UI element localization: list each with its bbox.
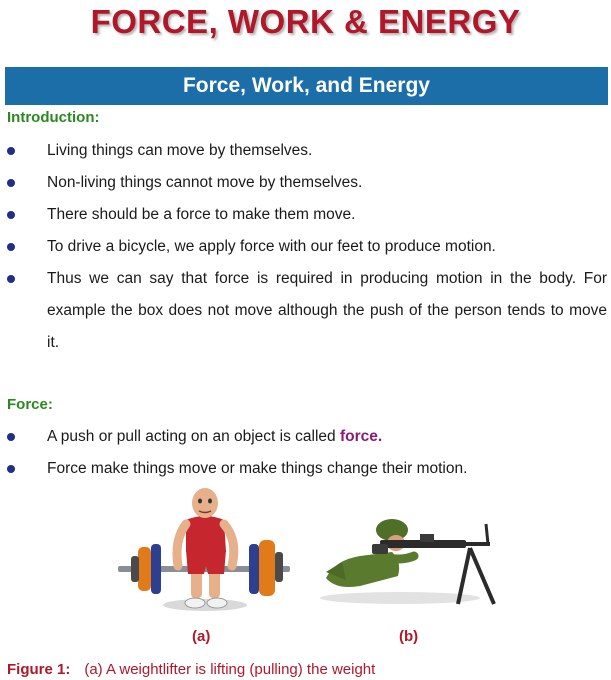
page-title: FORCE, WORK & ENERGY [90,3,521,40]
figure-caption [7,661,375,678]
figure-number: Figure 1: [7,661,71,678]
figure-label-a: (a) [192,628,211,645]
force-bullet-2: Force make things move or make things change their motion. [47,460,468,477]
introduction-heading: Introduction: [7,109,100,126]
intro-bullet-2: Non-living things cannot move by themselves. [47,174,363,191]
section-banner: Force, Work, and Energy [5,67,608,105]
soldier-machine-gun-illustration [320,519,494,604]
bullet-dot [7,433,15,441]
bullet-dot [7,465,15,473]
intro-bullet-5: Thus we can say that force is required in producing motion in the body. For example the box does not move although the push of the person tends to move it. [47,270,607,351]
figure-label-b: (b) [399,628,419,645]
intro-bullet-4: To drive a bicycle, we apply force with our feet to produce motion. [47,238,496,255]
bullet-dot [7,275,15,283]
force-bullet-1 [47,421,607,453]
force-bullet-1-text: A push or pull acting on an object is called [47,428,340,445]
intro-bullet-3: There should be a force to make them move. [47,206,356,223]
bullet-dot [7,179,15,187]
bullet-dot [7,147,15,155]
bullet-dot [7,243,15,251]
figure-caption-text: (a) A weightlifter is lifting (pulling) the weight [84,661,376,678]
weightlifter-illustration [118,488,290,611]
intro-bullet-1: Living things can move by themselves. [47,142,313,159]
figure-illustrations [0,480,611,680]
force-term: force. [339,428,383,445]
bullet-dot [7,211,15,219]
force-heading: Force: [7,396,53,413]
